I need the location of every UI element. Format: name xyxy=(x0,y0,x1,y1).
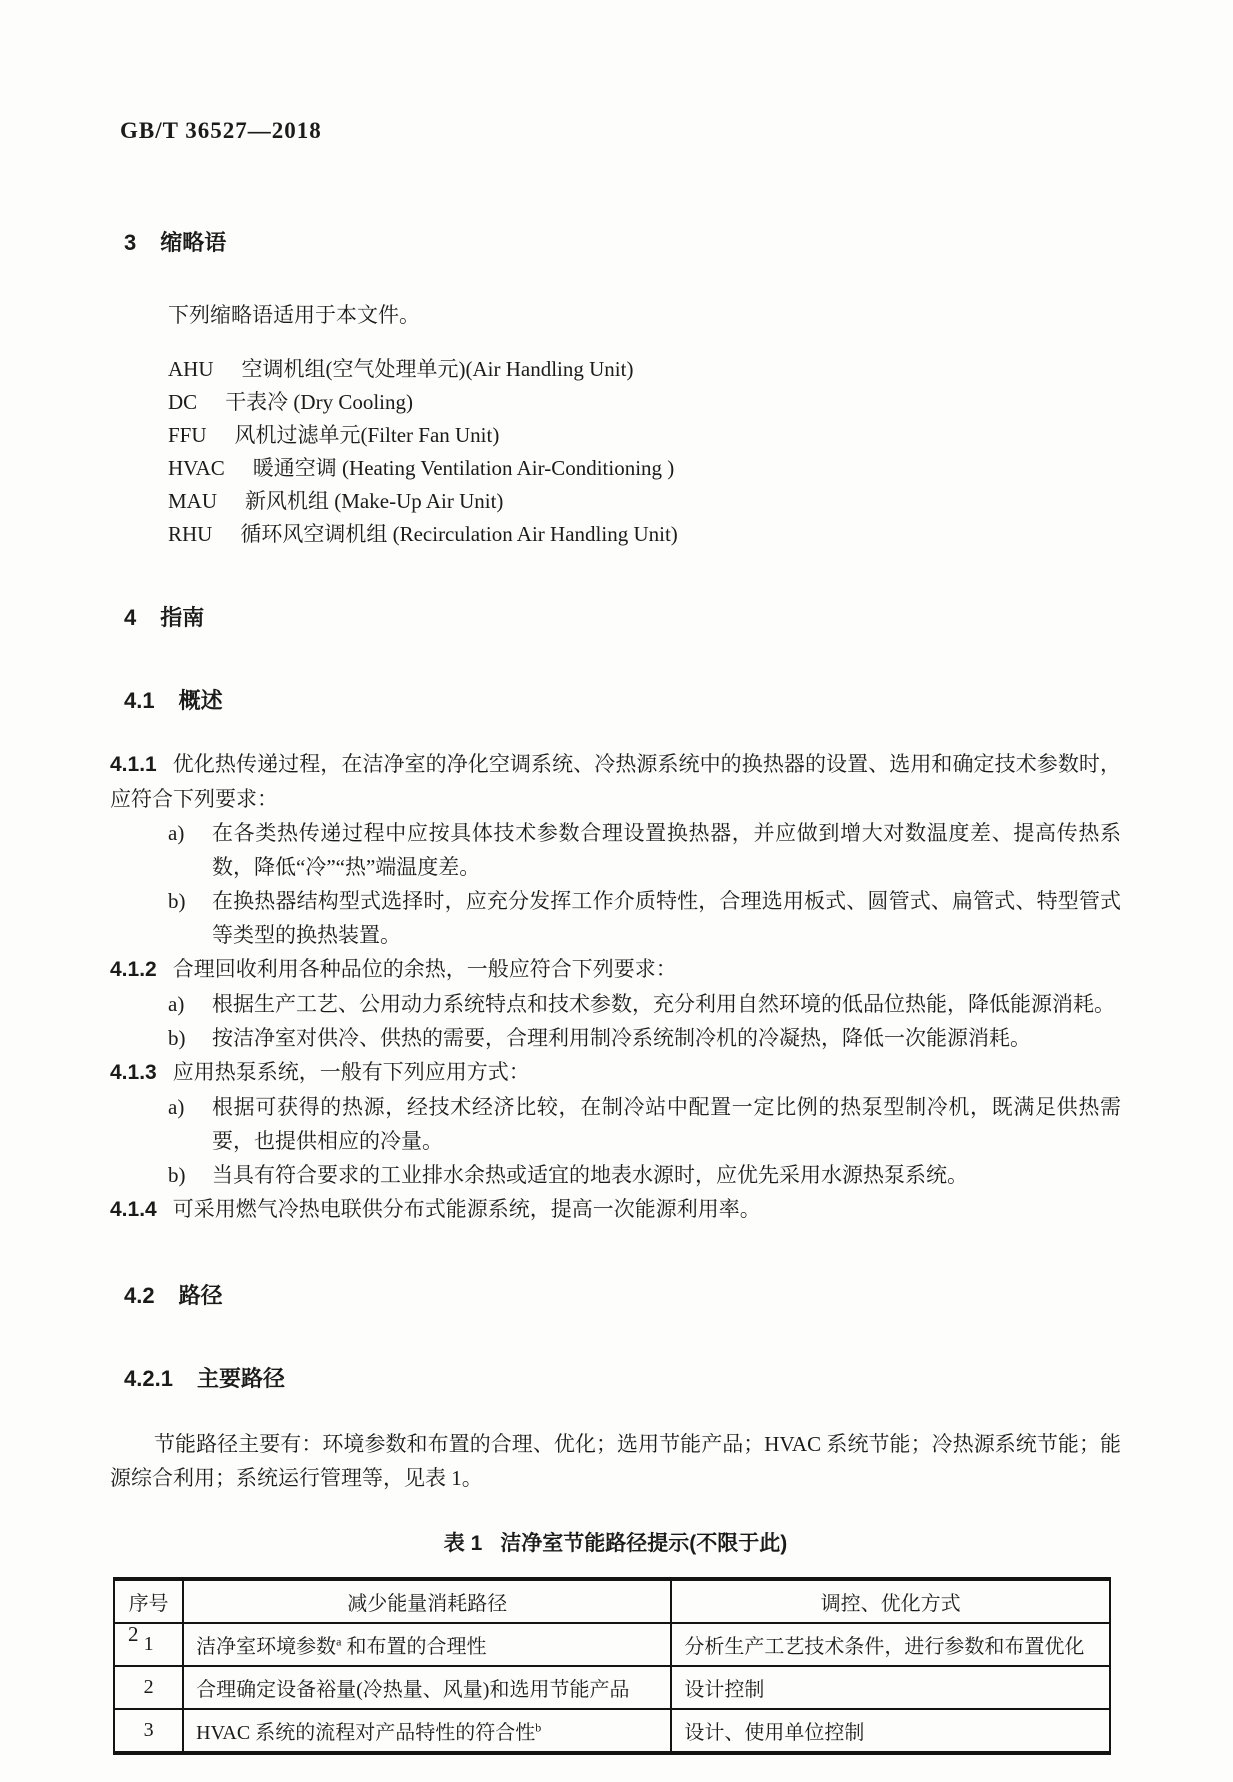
cell-no: 1 xyxy=(114,1623,183,1666)
table-row xyxy=(114,1623,1110,1666)
abbr-row-mau xyxy=(168,485,1121,518)
clause-text: 优化热传递过程，在洁净室的净化空调系统、冷热源系统中的换热器的设置、选用和确定技术参数时，应符合下列要求： xyxy=(110,752,1121,811)
list-item-4-1-1-a xyxy=(110,816,1121,884)
table-row xyxy=(114,1666,1110,1709)
abbr-row-ffu xyxy=(168,419,1121,452)
section-4-2-1-title: 主要路径 xyxy=(196,1366,285,1391)
abbr-definition: 风机过滤单元(Filter Fan Unit) xyxy=(234,423,500,447)
list-item-label: b) xyxy=(168,889,186,913)
list-item-text: 根据可获得的热源，经技术经济比较，在制冷站中配置一定比例的热泵型制冷机，既满足供热需要，也提供相应的冷量。 xyxy=(212,1095,1121,1153)
cell-path-text: 合理确定设备裕量(冷热量、风量)和选用节能产品 xyxy=(196,1679,630,1701)
doc-code: GB/T 36527—2018 xyxy=(120,118,322,143)
abbr-row-dc xyxy=(168,386,1121,419)
list-item-4-1-3-b xyxy=(110,1158,1121,1192)
table-caption xyxy=(110,1527,1121,1557)
clause-number: 4.1.3 xyxy=(110,1061,157,1084)
section-4-heading xyxy=(124,601,1121,632)
cell-method: 设计、使用单位控制 xyxy=(671,1709,1110,1753)
cell-method: 设计控制 xyxy=(671,1666,1110,1709)
section-4-1-body xyxy=(110,747,1121,1227)
table-caption-title: 洁净室节能路径提示(不限于此) xyxy=(500,1532,788,1555)
abbr-term: AHU xyxy=(168,357,214,381)
cell-path-rest: 和布置的合理性 xyxy=(341,1636,487,1658)
table-header-row xyxy=(114,1579,1110,1623)
clause-text: 应用热泵系统，一般有下列应用方式： xyxy=(172,1060,530,1084)
section-4-title: 指南 xyxy=(160,605,205,630)
clause-4-1-4 xyxy=(110,1192,1121,1227)
abbr-term: MAU xyxy=(168,489,218,513)
abbr-definition: 循环风空调机组 (Recirculation Air Handling Unit) xyxy=(240,522,678,546)
section-4-1-heading xyxy=(124,684,1121,715)
list-item-label: a) xyxy=(168,1095,185,1119)
abbr-definition: 干表冷 (Dry Cooling) xyxy=(225,390,414,414)
page-number: 2 xyxy=(128,1622,139,1646)
section-4-2-number: 4.2 xyxy=(124,1283,155,1308)
clause-number: 4.1.4 xyxy=(110,1198,157,1221)
section-4-2-1-paragraph: 节能路径主要有：环境参数和布置的合理、优化；选用节能产品；HVAC 系统节能；冷热源系统节能；能源综合利用；系统运行管理等，见表 1。 xyxy=(110,1432,1121,1490)
list-item-text: 按洁净室对供冷、供热的需要，合理利用制冷系统制冷机的冷凝热，降低一次能源消耗。 xyxy=(212,1026,1031,1050)
col-header-path: 减少能量消耗路径 xyxy=(183,1579,671,1623)
cell-path xyxy=(183,1666,671,1709)
section-3-number: 3 xyxy=(124,230,137,255)
table-1 xyxy=(113,1577,1111,1755)
abbreviation-list xyxy=(110,353,1121,551)
abbr-row-hvac xyxy=(168,452,1121,485)
list-item-4-1-1-b xyxy=(110,884,1121,952)
clause-number: 4.1.1 xyxy=(110,753,157,776)
section-4-1-number: 4.1 xyxy=(124,688,155,713)
section-3-title: 缩略语 xyxy=(160,230,227,255)
abbr-row-ahu xyxy=(168,353,1121,386)
list-item-text: 根据生产工艺、公用动力系统特点和技术参数，充分利用自然环境的低品位热能，降低能源消耗。 xyxy=(212,992,1115,1016)
table-caption-label: 表 1 xyxy=(443,1532,483,1555)
col-header-no: 序号 xyxy=(114,1579,183,1623)
list-item-text: 在各类热传递过程中应按具体技术参数合理设置换热器，并应做到增大对数温度差、提高传热系数，降低“冷”“热”端温度差。 xyxy=(212,821,1121,879)
clause-text: 可采用燃气冷热电联供分布式能源系统，提高一次能源利用率。 xyxy=(172,1197,761,1221)
clause-4-1-2 xyxy=(110,952,1121,987)
section-4-2-title: 路径 xyxy=(178,1283,223,1308)
list-item-text: 当具有符合要求的工业排水余热或适宜的地表水源时，应优先采用水源热泵系统。 xyxy=(212,1163,968,1187)
section-4-2-1-heading xyxy=(124,1362,1121,1393)
list-item-4-1-2-a xyxy=(110,987,1121,1021)
abbr-term: FFU xyxy=(168,423,207,447)
list-item-4-1-2-b xyxy=(110,1021,1121,1055)
abbr-definition: 暖通空调 (Heating Ventilation Air-Conditioning ) xyxy=(252,456,675,480)
abbr-definition: 空调机组(空气处理单元)(Air Handling Unit) xyxy=(241,357,634,381)
table-row xyxy=(114,1709,1110,1753)
abbr-term: DC xyxy=(168,390,198,414)
section-4-2-1-number: 4.2.1 xyxy=(124,1366,173,1391)
section-3-intro: 下列缩略语适用于本文件。 xyxy=(168,303,420,327)
abbr-term: RHU xyxy=(168,522,213,546)
list-item-text: 在换热器结构型式选择时，应充分发挥工作介质特性，合理选用板式、圆管式、扁管式、特型管式等类型的换热装置。 xyxy=(212,889,1121,947)
cell-method: 分析生产工艺技术条件，进行参数和布置优化 xyxy=(671,1623,1110,1666)
clause-4-1-1 xyxy=(110,747,1121,816)
section-3-heading xyxy=(124,226,1121,257)
footnote-marker: b xyxy=(535,1720,542,1735)
cell-path xyxy=(183,1623,671,1666)
section-4-2-heading xyxy=(124,1279,1121,1310)
cell-path xyxy=(183,1709,671,1753)
list-item-label: a) xyxy=(168,992,185,1016)
cell-no: 2 xyxy=(114,1666,183,1709)
cell-path-text: 洁净室环境参数 xyxy=(196,1636,337,1658)
clause-number: 4.1.2 xyxy=(110,958,157,981)
list-item-label: a) xyxy=(168,821,185,845)
section-4-number: 4 xyxy=(124,605,137,630)
section-4-1-title: 概述 xyxy=(178,688,223,713)
cell-path-text: HVAC 系统的流程对产品特性的符合性 xyxy=(196,1722,536,1744)
list-item-label: b) xyxy=(168,1163,186,1187)
list-item-label: b) xyxy=(168,1026,186,1050)
abbr-term: HVAC xyxy=(168,456,225,480)
cell-no: 3 xyxy=(114,1709,183,1753)
abbr-definition: 新风机组 (Make-Up Air Unit) xyxy=(245,489,504,513)
abbr-row-rhu xyxy=(168,518,1121,551)
col-header-method: 调控、优化方式 xyxy=(671,1579,1110,1623)
list-item-4-1-3-a xyxy=(110,1090,1121,1158)
clause-4-1-3 xyxy=(110,1055,1121,1090)
footnote-marker: a xyxy=(336,1634,342,1649)
clause-text: 合理回收利用各种品位的余热，一般应符合下列要求： xyxy=(172,957,677,981)
